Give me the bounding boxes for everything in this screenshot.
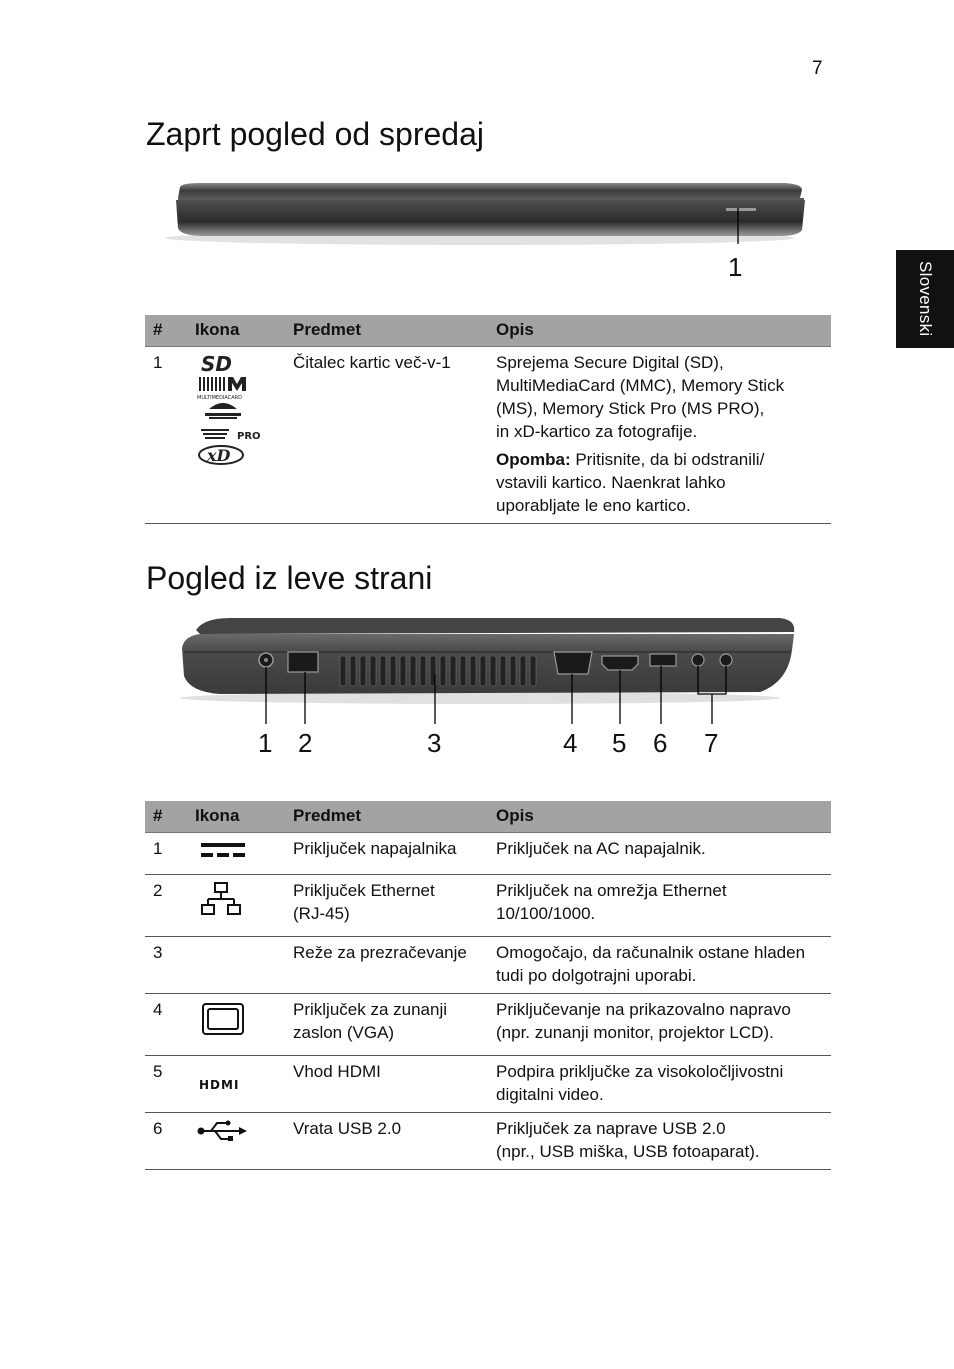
left-callout-6: 6 <box>653 728 668 758</box>
row-desc <box>488 347 831 524</box>
dc-power-icon <box>195 837 249 865</box>
hdmi-icon: HDMI <box>199 1078 240 1092</box>
row-desc <box>488 1056 831 1113</box>
front-callout-1: 1 <box>728 252 743 282</box>
desc-line: Sprejema Secure Digital (SD), <box>496 353 724 372</box>
xd-card-icon <box>199 446 243 465</box>
col-header-icon: Ikona <box>187 801 285 833</box>
row-num: 4 <box>145 994 187 1056</box>
section-title-front: Zaprt pogled od spredaj <box>146 116 484 152</box>
row-item <box>285 937 488 994</box>
page-number: 7 <box>812 58 823 79</box>
row-desc <box>488 937 831 994</box>
table-row <box>145 875 831 937</box>
table-header-row <box>145 315 831 347</box>
row-icon <box>187 1113 285 1170</box>
row-item <box>285 994 488 1056</box>
left-callout-3: 3 <box>427 728 442 758</box>
front-view-table <box>145 315 831 524</box>
left-callout-2: 2 <box>298 728 313 758</box>
col-header-desc: Opis <box>488 315 831 347</box>
svg-text:xD: xD <box>207 446 231 465</box>
laptop-front-view-figure <box>160 178 810 288</box>
row-num: 2 <box>145 875 187 937</box>
language-side-tab <box>896 250 954 348</box>
row-desc <box>488 1113 831 1170</box>
vga-icon <box>195 998 249 1038</box>
row-item: Čitalec kartic več-v-1 <box>285 347 488 524</box>
note-line: vstavili kartico. Naenkrat lahko <box>496 473 726 492</box>
table-row <box>145 937 831 994</box>
item-line: Priključek za zunanji <box>293 1000 448 1019</box>
desc-line: tudi po dolgotrajni uporabi. <box>496 966 697 985</box>
item-line: (RJ-45) <box>293 904 350 923</box>
item-line: Vrata USB 2.0 <box>293 1119 402 1138</box>
row-desc <box>488 833 831 875</box>
note-line <box>496 448 823 471</box>
svg-text:MULTIMEDIACARD: MULTIMEDIACARD <box>197 395 242 401</box>
row-icon <box>187 937 285 994</box>
note-label: Opomba: <box>496 450 571 469</box>
table-row <box>145 1056 831 1113</box>
item-line: Priključek Ethernet <box>293 881 435 900</box>
svg-text:SD: SD <box>201 352 233 376</box>
col-header-item: Predmet <box>285 315 488 347</box>
table-row <box>145 994 831 1056</box>
row-num: 1 <box>145 347 187 524</box>
row-desc <box>488 994 831 1056</box>
section-title-left: Pogled iz leve strani <box>146 560 433 596</box>
desc-line: 10/100/1000. <box>496 904 596 923</box>
table-row <box>145 1113 831 1170</box>
table-row <box>145 833 831 875</box>
col-header-num: # <box>145 315 187 347</box>
left-callout-4: 4 <box>563 728 578 758</box>
usb-icon <box>195 1117 249 1145</box>
note-text: Pritisnite, da bi odstranili/ <box>570 450 765 469</box>
desc-line: digitalni video. <box>496 1085 604 1104</box>
row-num: 3 <box>145 937 187 994</box>
desc-line: (npr., USB miška, USB fotoaparat). <box>496 1142 760 1161</box>
row-item <box>285 1056 488 1113</box>
note-line: uporabljate le eno kartico. <box>496 496 691 515</box>
row-desc <box>488 875 831 937</box>
memory-stick-pro-icon <box>201 429 261 442</box>
col-header-icon: Ikona <box>187 315 285 347</box>
desc-line: in xD-kartico za fotografije. <box>496 422 698 441</box>
svg-text:PRO: PRO <box>237 431 261 442</box>
side-tab-label: Slovenski <box>916 261 935 337</box>
desc-line: (MS), Memory Stick Pro (MS PRO), <box>496 399 765 418</box>
item-line: Priključek napajalnika <box>293 839 457 858</box>
memory-stick-icon <box>203 403 243 419</box>
desc-line: Priključek na omrežja Ethernet <box>496 881 727 900</box>
col-header-item: Predmet <box>285 801 488 833</box>
row-icons <box>187 347 285 524</box>
ethernet-icon <box>195 879 249 919</box>
table-row <box>145 347 831 524</box>
left-callout-7: 7 <box>704 728 719 758</box>
table-header-row <box>145 801 831 833</box>
row-icon <box>187 833 285 875</box>
row-num: 5 <box>145 1056 187 1113</box>
item-line: zaslon (VGA) <box>293 1023 395 1042</box>
laptop-front-view-drawing <box>160 178 810 288</box>
row-num: 6 <box>145 1113 187 1170</box>
col-header-num: # <box>145 801 187 833</box>
desc-line: Priključek na AC napajalnik. <box>496 839 706 858</box>
row-item <box>285 1113 488 1170</box>
multimedia-card-icon <box>197 377 246 401</box>
desc-line: (npr. zunanji monitor, projektor LCD). <box>496 1023 774 1042</box>
row-icon <box>187 1056 285 1113</box>
item-line: Vhod HDMI <box>293 1062 381 1081</box>
row-num: 1 <box>145 833 187 875</box>
row-item <box>285 833 488 875</box>
laptop-left-view-figure <box>160 612 810 772</box>
desc-line: Podpira priključke za visokoločljivostni <box>496 1062 784 1081</box>
row-item <box>285 875 488 937</box>
left-view-table <box>145 801 831 1170</box>
desc-line: Omogočajo, da računalnik ostane hladen <box>496 943 806 962</box>
desc-line: Priključek za naprave USB 2.0 <box>496 1119 726 1138</box>
card-logos-icon <box>195 351 267 467</box>
row-icon <box>187 875 285 937</box>
left-callout-5: 5 <box>612 728 627 758</box>
sd-card-icon <box>201 352 232 376</box>
desc-line: Priključevanje na prikazovalno napravo <box>496 1000 791 1019</box>
item-line: Reže za prezračevanje <box>293 943 467 962</box>
left-callout-1: 1 <box>258 728 273 758</box>
col-header-desc: Opis <box>488 801 831 833</box>
desc-line: MultiMediaCard (MMC), Memory Stick <box>496 376 785 395</box>
row-icon <box>187 994 285 1056</box>
